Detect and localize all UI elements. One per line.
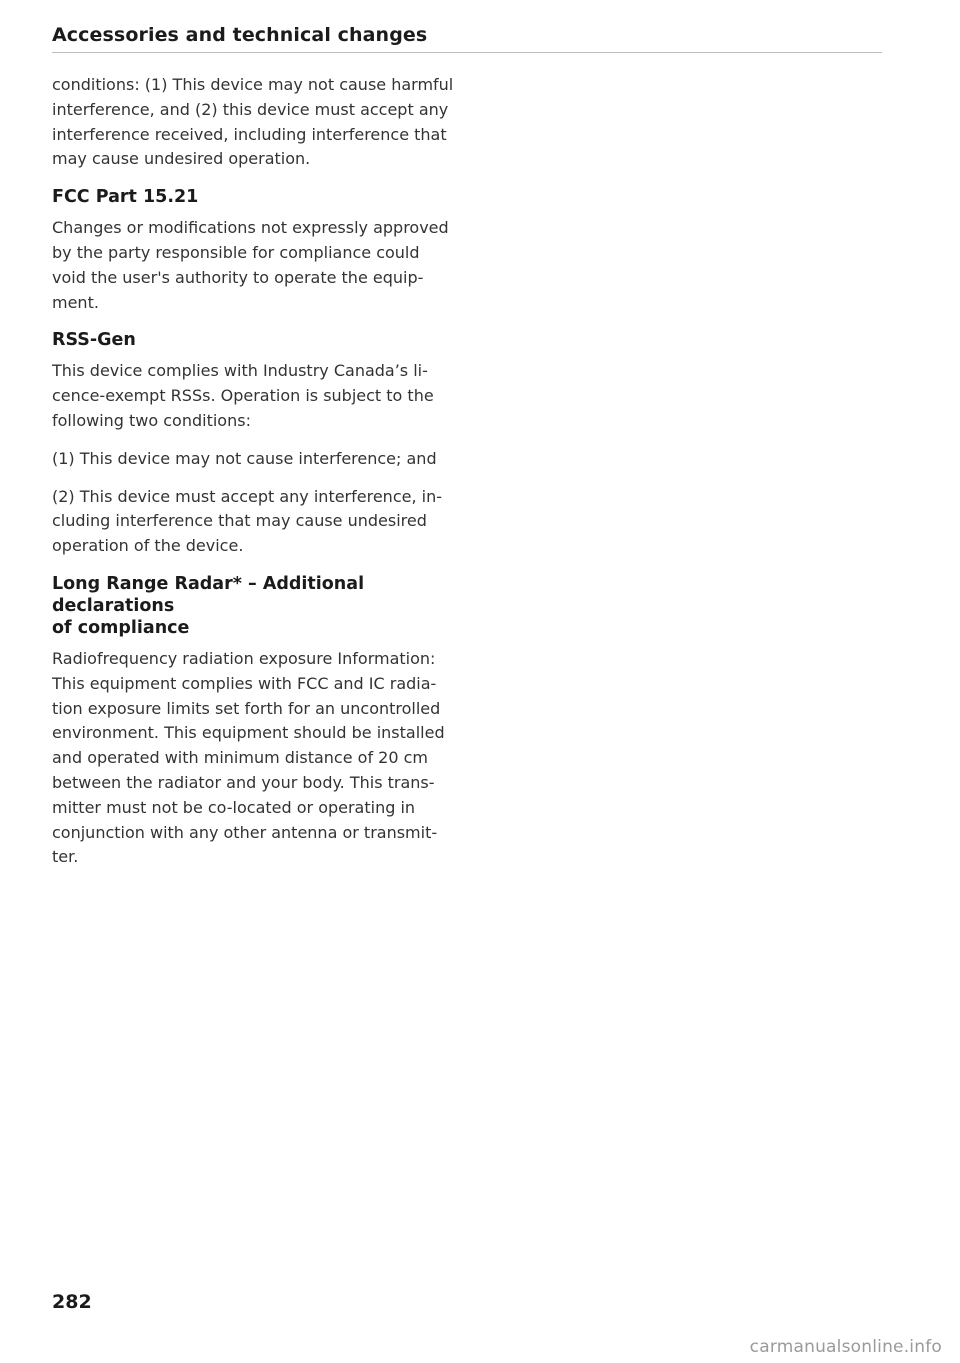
paragraph-rss-3: (2) This device must accept any interference, in- cluding interference that may cause undesired operation of the device. bbox=[52, 486, 442, 556]
heading-long-range-radar: Long Range Radar* – Additional declarations of compliance bbox=[52, 573, 365, 638]
paragraph-radar: Radiofrequency radiation exposure Information: This equipment complies with FCC and IC radia- tion exposure limits set forth for an uncontrolled environment. This equipment should be installed and operated with minimum distance of 20 cm between the radiator and your body. This trans- mitter must not be co-located or operating in conjunction with any other antenna or transmit- ter. bbox=[52, 648, 445, 867]
watermark-text: carmanualsonline.info bbox=[749, 1337, 942, 1357]
paragraph-rss-2: (1) This device may not cause interference; and bbox=[52, 448, 437, 468]
page-number: 282 bbox=[52, 1291, 92, 1313]
heading-rss-gen: RSS-Gen bbox=[52, 330, 136, 351]
page-header bbox=[52, 22, 882, 53]
section-title: Accessories and technical changes bbox=[52, 24, 428, 46]
paragraph-fcc: Changes or modifications not expressly approved by the party responsible for compliance could void the user's authority to operate the equip- ment. bbox=[52, 218, 449, 312]
heading-fcc-part-15-21: FCC Part 15.21 bbox=[52, 187, 199, 208]
paragraph-rss-1: This device complies with Industry Canada’s li- cence-exempt RSSs. Operation is subject to the following two conditions: bbox=[52, 361, 434, 430]
text-column bbox=[52, 73, 462, 870]
paragraph-intro: conditions: (1) This device may not cause harmful interference, and (2) this device must accept any interference received, including interference that may cause undesired operation. bbox=[52, 75, 454, 169]
